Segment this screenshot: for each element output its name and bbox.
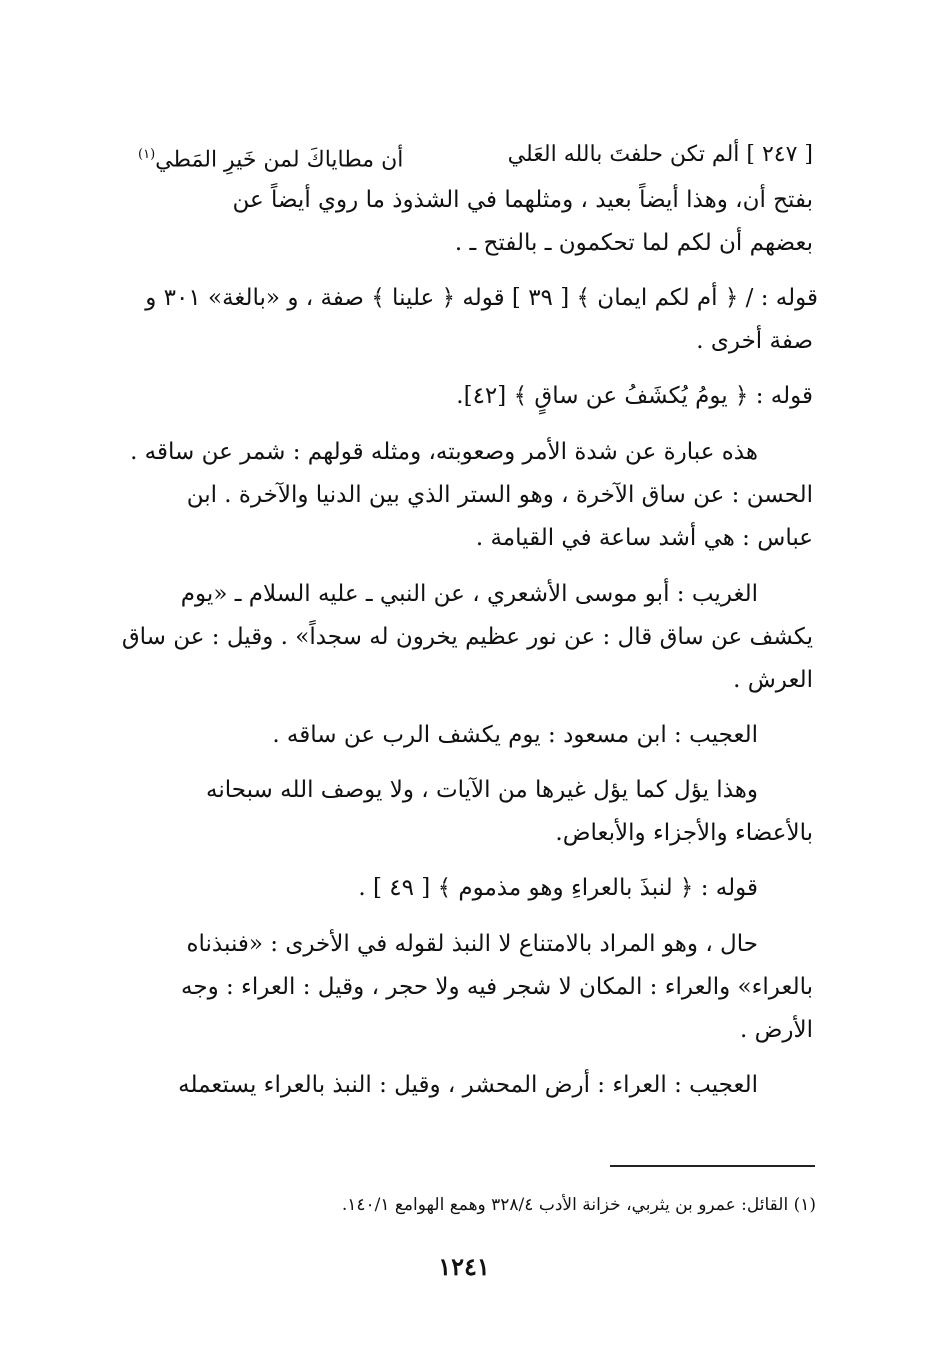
text-line: العرش . (733, 667, 813, 693)
verse-second-half: أن مطاياكَ لمن خَيرِ المَطي (155, 147, 404, 173)
text-line: قوله : ﴿ يومُ يُكشَفُ عن ساقٍ ﴾ [٤٢]. (456, 383, 813, 409)
text-line: وهذا يؤل كما يؤل غيرها من الآيات ، ولا يوصف الله سبحانه (206, 777, 758, 803)
text-line: العجيب : ابن مسعود : يوم يكشف الرب عن ساقه . (272, 722, 758, 748)
footnote-marker: (١) (138, 147, 156, 162)
text-line: الحسن : عن ساق الآخرة ، وهو الستر الذي بين الدنيا والآخرة . ابن (186, 482, 813, 508)
text-line: بالأعضاء والأجزاء والأبعاض. (555, 820, 813, 846)
text-line: الأرض . (739, 1017, 813, 1043)
text-line: بفتح أن، وهذا أيضاً بعيد ، ومثلهما في الشذوذ ما روي أيضاً عن (232, 187, 813, 213)
text-line: بالعراء» والعراء : المكان لا شجر فيه ولا حجر ، وقيل : العراء : وجه (181, 974, 813, 1000)
text-line: حال ، وهو المراد بالامتناع لا النبذ لقوله في الأخرى : «فنبذناه (186, 931, 758, 957)
text-line: العجيب : العراء : أرض المحشر ، وقيل : النبذ بالعراء يستعمله (178, 1072, 758, 1098)
verse-second-hemistich (138, 140, 403, 175)
verse-first-hemistich (508, 140, 813, 170)
text-line: قوله : ﴿ لنبذَ بالعراءِ وهو مذموم ﴾ [ ٤٩ ] . (358, 875, 758, 901)
page-number: ١٢٤١ (438, 1252, 490, 1281)
text-line: هذه عبارة عن شدة الأمر وصعوبته، ومثله قولهم : شمر عن ساقه . (130, 439, 758, 465)
text-line: الغريب : أبو موسى الأشعري ، عن النبي ـ عليه السلام ـ «يوم (180, 581, 758, 607)
text-line: صفة أخرى . (696, 328, 813, 354)
text-line: بعضهم أن لكم لما تحكمون ـ بالفتح ـ . (454, 230, 813, 256)
text-line: يكشف عن ساق قال : عن نور عظيم يخرون له سجداً» . وقيل : عن ساق (121, 624, 813, 650)
text-line: عباس : هي أشد ساعة في القيامة . (475, 525, 813, 551)
text-line: قوله : / ﴿ أم لكم ايمان ﴾ [ ٣٩ ] قوله ﴿ علينا ﴾ صفة ، و «بالغة» ٣٠١ و (145, 285, 818, 311)
footnote: (١) القائل: عمرو بن يثربي، خزانة الأدب ٣٢٨/٤ وهمع الهوامع ١٤٠/١. (341, 1195, 816, 1215)
footnote-divider (610, 1165, 815, 1167)
verse-first-half: [ ٢٤٧ ] ألم تكن حلفتَ بالله العَلي (507, 142, 813, 167)
